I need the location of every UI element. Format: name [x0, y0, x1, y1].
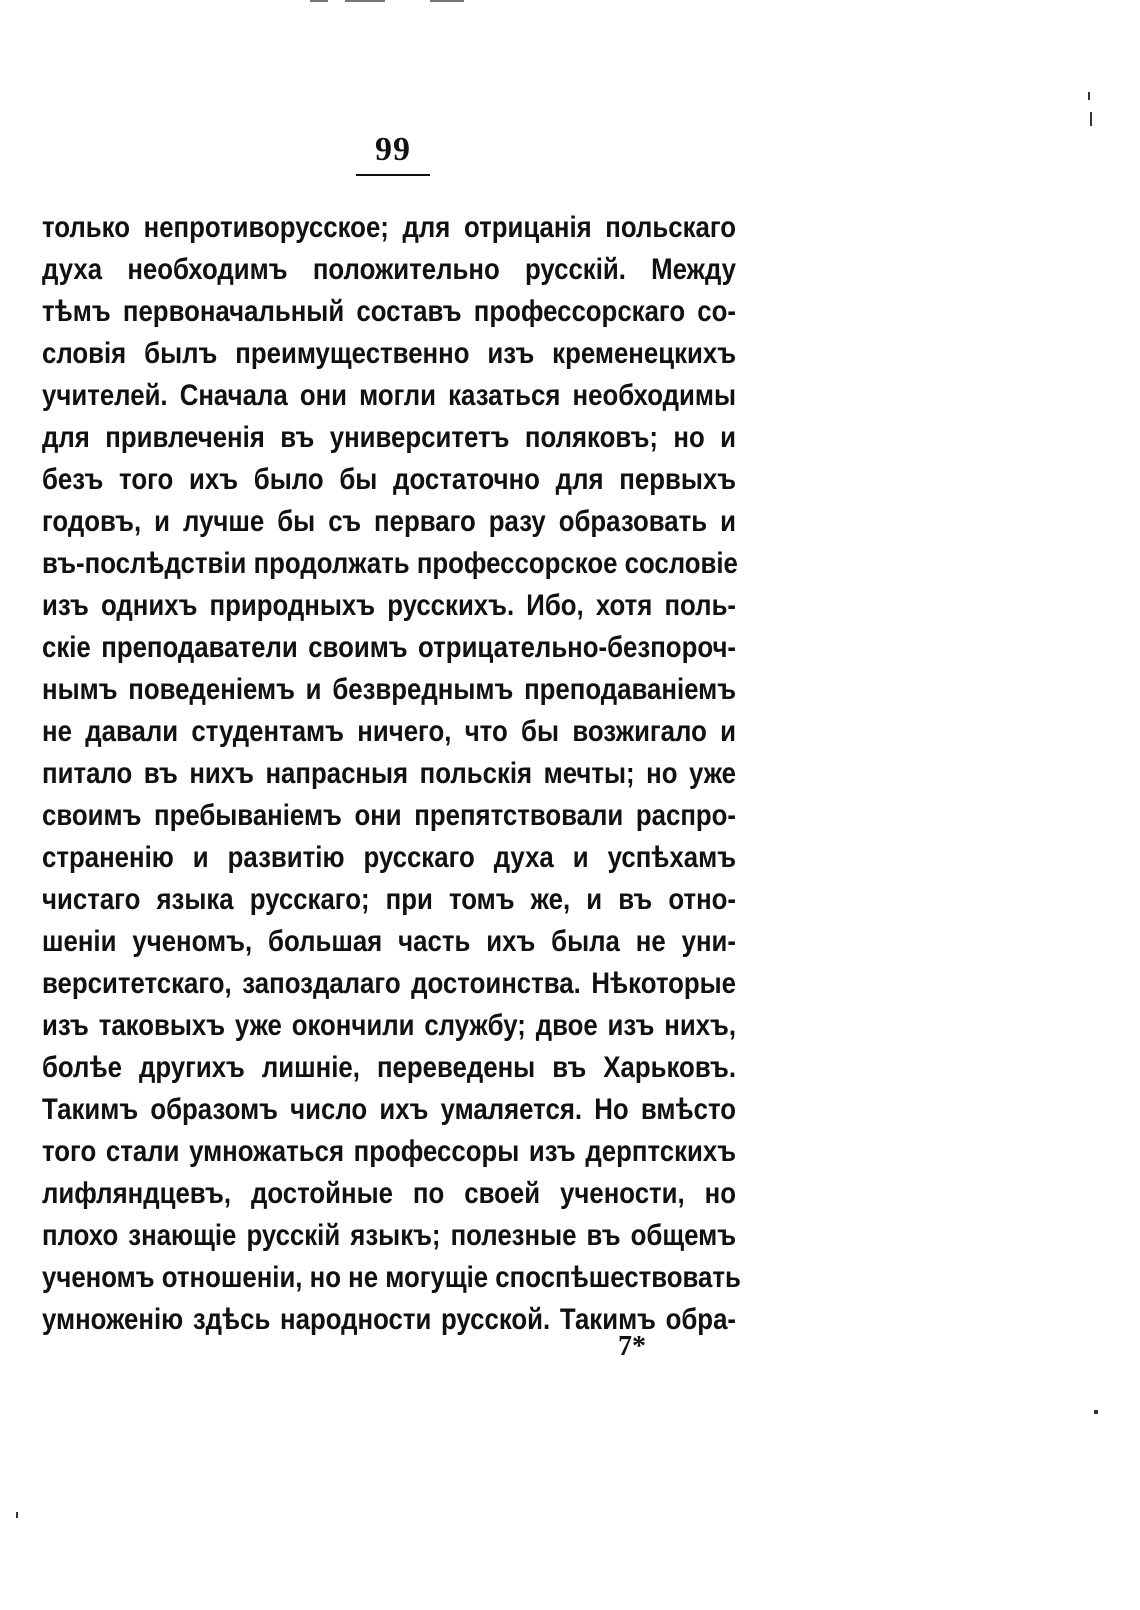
text-line: тѣмъ первоначальный составъ профессорскаго со- [42, 295, 737, 328]
text-line: того стали умножаться профессоры изъ дерптскихъ [42, 1135, 737, 1168]
text-line: въ-послѣдствіи продолжать профессорское сословіе [42, 547, 738, 580]
text-line: верситетскаго, запоздалаго достоинства. Нѣкоторые [42, 967, 737, 1000]
text-line: Такимъ образомъ число ихъ умаляется. Но вмѣсто [42, 1093, 737, 1126]
text-line: страненію и развитію русскаго духа и успѣхамъ [42, 841, 737, 874]
text-line: только непротиворусское; для отрицанія польскаго [42, 211, 737, 244]
text-line: для привлеченія въ университетъ поляковъ; но и [42, 421, 737, 454]
text-line: болѣе другихъ лишніе, переведены въ Харьковъ. [42, 1051, 737, 1084]
text-line: лифляндцевъ, достойные по своей учености, но [42, 1177, 737, 1210]
text-line: изъ таковыхъ уже окончили службу; двое изъ нихъ, [42, 1009, 737, 1042]
text-line: духа необходимъ положительно русскій. Между [42, 253, 737, 286]
page-number: 99 [375, 131, 411, 168]
text-line: чистаго языка русскаго; при томъ же, и въ отно- [42, 883, 737, 916]
text-line: шеніи ученомъ, большая часть ихъ была не уни- [42, 925, 737, 958]
top-edge-marks [300, 0, 470, 6]
margin-speck [16, 1512, 18, 1518]
text-line: учителей. Сначала они могли казаться необходимы [42, 379, 737, 412]
margin-speck [1094, 1410, 1098, 1414]
text-line: изъ однихъ природныхъ русскихъ. Ибо, хотя поль- [42, 589, 737, 622]
text-line: годовъ, и лучше бы съ перваго разу образовать и [42, 505, 737, 538]
body-text [42, 207, 741, 1341]
margin-speck [1088, 92, 1090, 100]
text-line: плохо знающіе русскій языкъ; полезные въ общемъ [42, 1219, 737, 1252]
margin-speck [1090, 112, 1092, 126]
text-line: питало въ нихъ напрасныя польскія мечты; но уже [42, 757, 737, 790]
text-line: умноженію здѣсь народности русской. Такимъ обра- [42, 1303, 737, 1336]
text-line: безъ того ихъ было бы достаточно для первыхъ [42, 463, 737, 496]
signature-mark: 7* [618, 1331, 646, 1362]
text-line: своимъ пребываніемъ они препятствовали распро- [42, 799, 737, 832]
text-line: не давали студентамъ ничего, что бы возжигало и [42, 715, 737, 748]
text-line: ученомъ отношеніи, но не могущіе споспѣшествовать [42, 1261, 741, 1294]
text-line: скіе преподаватели своимъ отрицательно-безпороч- [42, 631, 737, 664]
page-number-rule [356, 174, 430, 176]
text-line: нымъ поведеніемъ и безвреднымъ преподаваніемъ [42, 673, 737, 706]
text-line: словія былъ преимущественно изъ кременецкихъ [42, 337, 737, 370]
